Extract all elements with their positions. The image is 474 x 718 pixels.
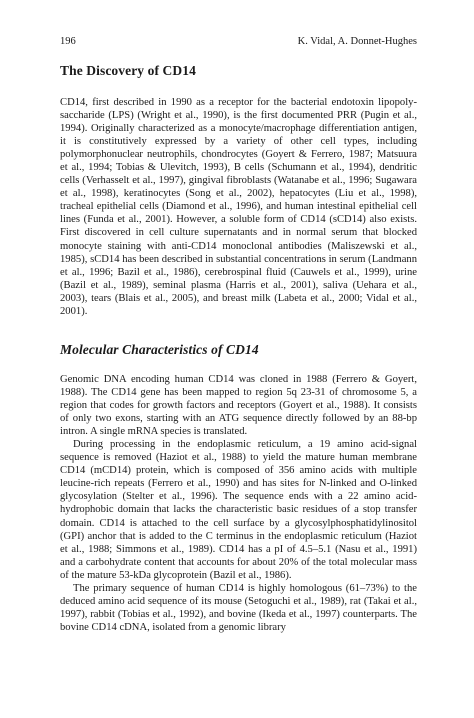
paragraph-discovery: CD14, first described in 1990 as a receptor for the bacterial endotoxin lipopolysaccharide (LPS) (Wright et al., 1990), is the first documented PRR (Pugin et al., 1994). Originally characterized as a monocyte/macrophage differentiation antigen, it is constitutively expressed by a variety of other cell types, including polymorphonuclear neutrophils, chondrocytes (Goyert & Ferrero, 1987; Matsuura et al., 1994; Tobias & Ulevitch, 1993), B cells (Schumann et al., 1994), dendritic cells (Verhasselt et al., 1997), gingival fibroblasts (Watanabe et al., 1996; Sugawara et al., 1998), keratinocytes (Song et al., 2002), hepatocytes (Liu et al., 1998), tracheal epithelial cells (Diamond et al., 1996), and human intestinal epithelial cell lines (Funda et al., 2001). However, a soluble form of CD14 (sCD14) also exists. First discovered in cell culture supernatants and in normal serum that blocked monocyte staining with anti-CD14 monoclonal antibodies (Maliszewski et al., 1985), sCD14 has been described in substantial concentrations in serum (Landmann et al., 1996; Bazil et al., 1986), cerebrospinal fluid (Cauwels et al., 1999), urine (Bazil et al., 1989), seminal plasma (Harris et al., 2001), saliva (Uehara et al., 2003), tears (Blais et al., 2005), and breast milk (Labeta et al., 2000; Vidal et al., 2001). [60,97,417,317]
paragraph-homology: The primary sequence of human CD14 is highly homologous (61–73%) to the deduced amino acid sequence of its mouse (Setoguchi et al., 1989), rat (Takai et al., 1997), rabbit (Tobias et al., 1992), and bovine (Ikeda et al., 1997) counterparts. The bovine CD14 cDNA, isolated from a genomic library [60,582,417,633]
section-discovery-body [60,96,417,318]
section-molecular-body [60,373,417,634]
running-head-authors: K. Vidal, A. Donnet-Hughes [297,36,417,47]
section-heading-molecular: Molecular Characteristics of CD14 [60,342,259,357]
section-discovery [60,63,417,79]
page-number: 196 [60,36,76,47]
paragraph-processing: During processing in the endoplasmic reticulum, a 19 amino acid-signal sequence is removed (Haziot et al., 1988) to yield the mature human membrane CD14 (mCD14) protein, which is composed of 356 amino acids with multiple leucine-rich repeats (Ferrero et al., 1990) and has sites for N-linked and O-linked glycosylation (Stelter et al., 1996). The sequence ends with a 22 amino acid-hydrophobic domain that lacks the characteristic basic residues of a stop transfer domain. CD14 is attached to the cell surface by a glycosylphosphatidylinositol (GPI) anchor that is added to the C terminus in the endoplasmic reticulum (Haziot et al., 1988; Simmons et al., 1989). CD14 has a pI of 4.5–5.1 (Nasu et al., 1991) and a carbohydrate content that accounts for about 20% of the total molecular mass of the mature 53-kDa glycoprotein (Bazil et al., 1986). [60,439,417,581]
section-heading-discovery: The Discovery of CD14 [60,63,196,78]
paragraph-genomic-dna: Genomic DNA encoding human CD14 was cloned in 1988 (Ferrero & Goyert, 1988). The CD14 gene has been mapped to region 5q 23-31 of chromosome 5, a region that codes for growth factors and receptors (Goyert et al., 1988). It consists of only two exons, starting with an ATG sequence directly followed by an 88-bp intron. A single mRNA species is translated. [60,374,417,438]
section-molecular [60,342,417,358]
